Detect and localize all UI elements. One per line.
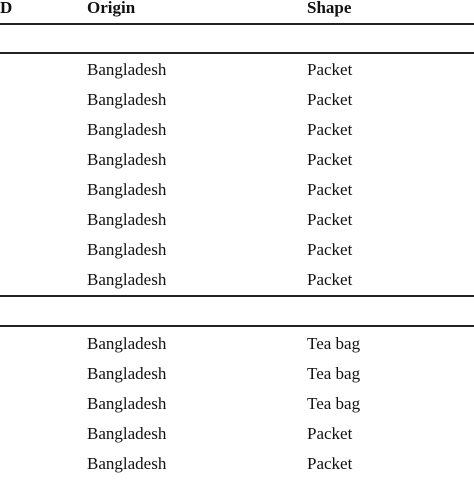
table-row xyxy=(0,364,474,394)
shape-cell: Packet xyxy=(307,120,353,139)
shape-cell: Tea bag xyxy=(307,334,361,353)
origin-cell: Bangladesh xyxy=(87,454,167,473)
origin-cell: Bangladesh xyxy=(87,180,167,199)
group-1-top-rule xyxy=(0,52,474,54)
shape-cell: Packet xyxy=(307,60,353,79)
origin-cell: Bangladesh xyxy=(87,364,167,383)
shape-cell: Packet xyxy=(307,270,353,289)
shape-cell: Packet xyxy=(307,150,353,169)
shape-cell: Packet xyxy=(307,240,353,259)
shape-cell: Packet xyxy=(307,454,353,473)
table-row xyxy=(0,240,474,270)
origin-cell: Bangladesh xyxy=(87,120,167,139)
table-row xyxy=(0,394,474,424)
origin-cell: Bangladesh xyxy=(87,394,167,413)
table-row xyxy=(0,210,474,240)
group-2-top-rule xyxy=(0,325,474,327)
origin-cell: Bangladesh xyxy=(87,90,167,109)
header-shape: Shape xyxy=(307,0,352,17)
origin-cell: Bangladesh xyxy=(87,210,167,229)
table-row xyxy=(0,120,474,150)
table-row xyxy=(0,424,474,454)
shape-cell: Packet xyxy=(307,210,353,229)
header-id: D xyxy=(0,0,13,17)
shape-cell: Packet xyxy=(307,90,353,109)
shape-cell: Packet xyxy=(307,424,353,443)
origin-cell: Bangladesh xyxy=(87,150,167,169)
table-row xyxy=(0,454,474,484)
shape-cell: Tea bag xyxy=(307,364,361,383)
header-rule xyxy=(0,23,474,25)
origin-cell: Bangladesh xyxy=(87,60,167,79)
table-row xyxy=(0,90,474,120)
table-row xyxy=(0,60,474,90)
origin-cell: Bangladesh xyxy=(87,270,167,289)
table-row xyxy=(0,180,474,210)
shape-cell: Tea bag xyxy=(307,394,361,413)
origin-cell: Bangladesh xyxy=(87,240,167,259)
table-row xyxy=(0,334,474,364)
header-origin: Origin xyxy=(87,0,136,17)
origin-cell: Bangladesh xyxy=(87,424,167,443)
shape-cell: Packet xyxy=(307,180,353,199)
table-row xyxy=(0,150,474,180)
group-1-bottom-rule xyxy=(0,295,474,297)
origin-cell: Bangladesh xyxy=(87,334,167,353)
